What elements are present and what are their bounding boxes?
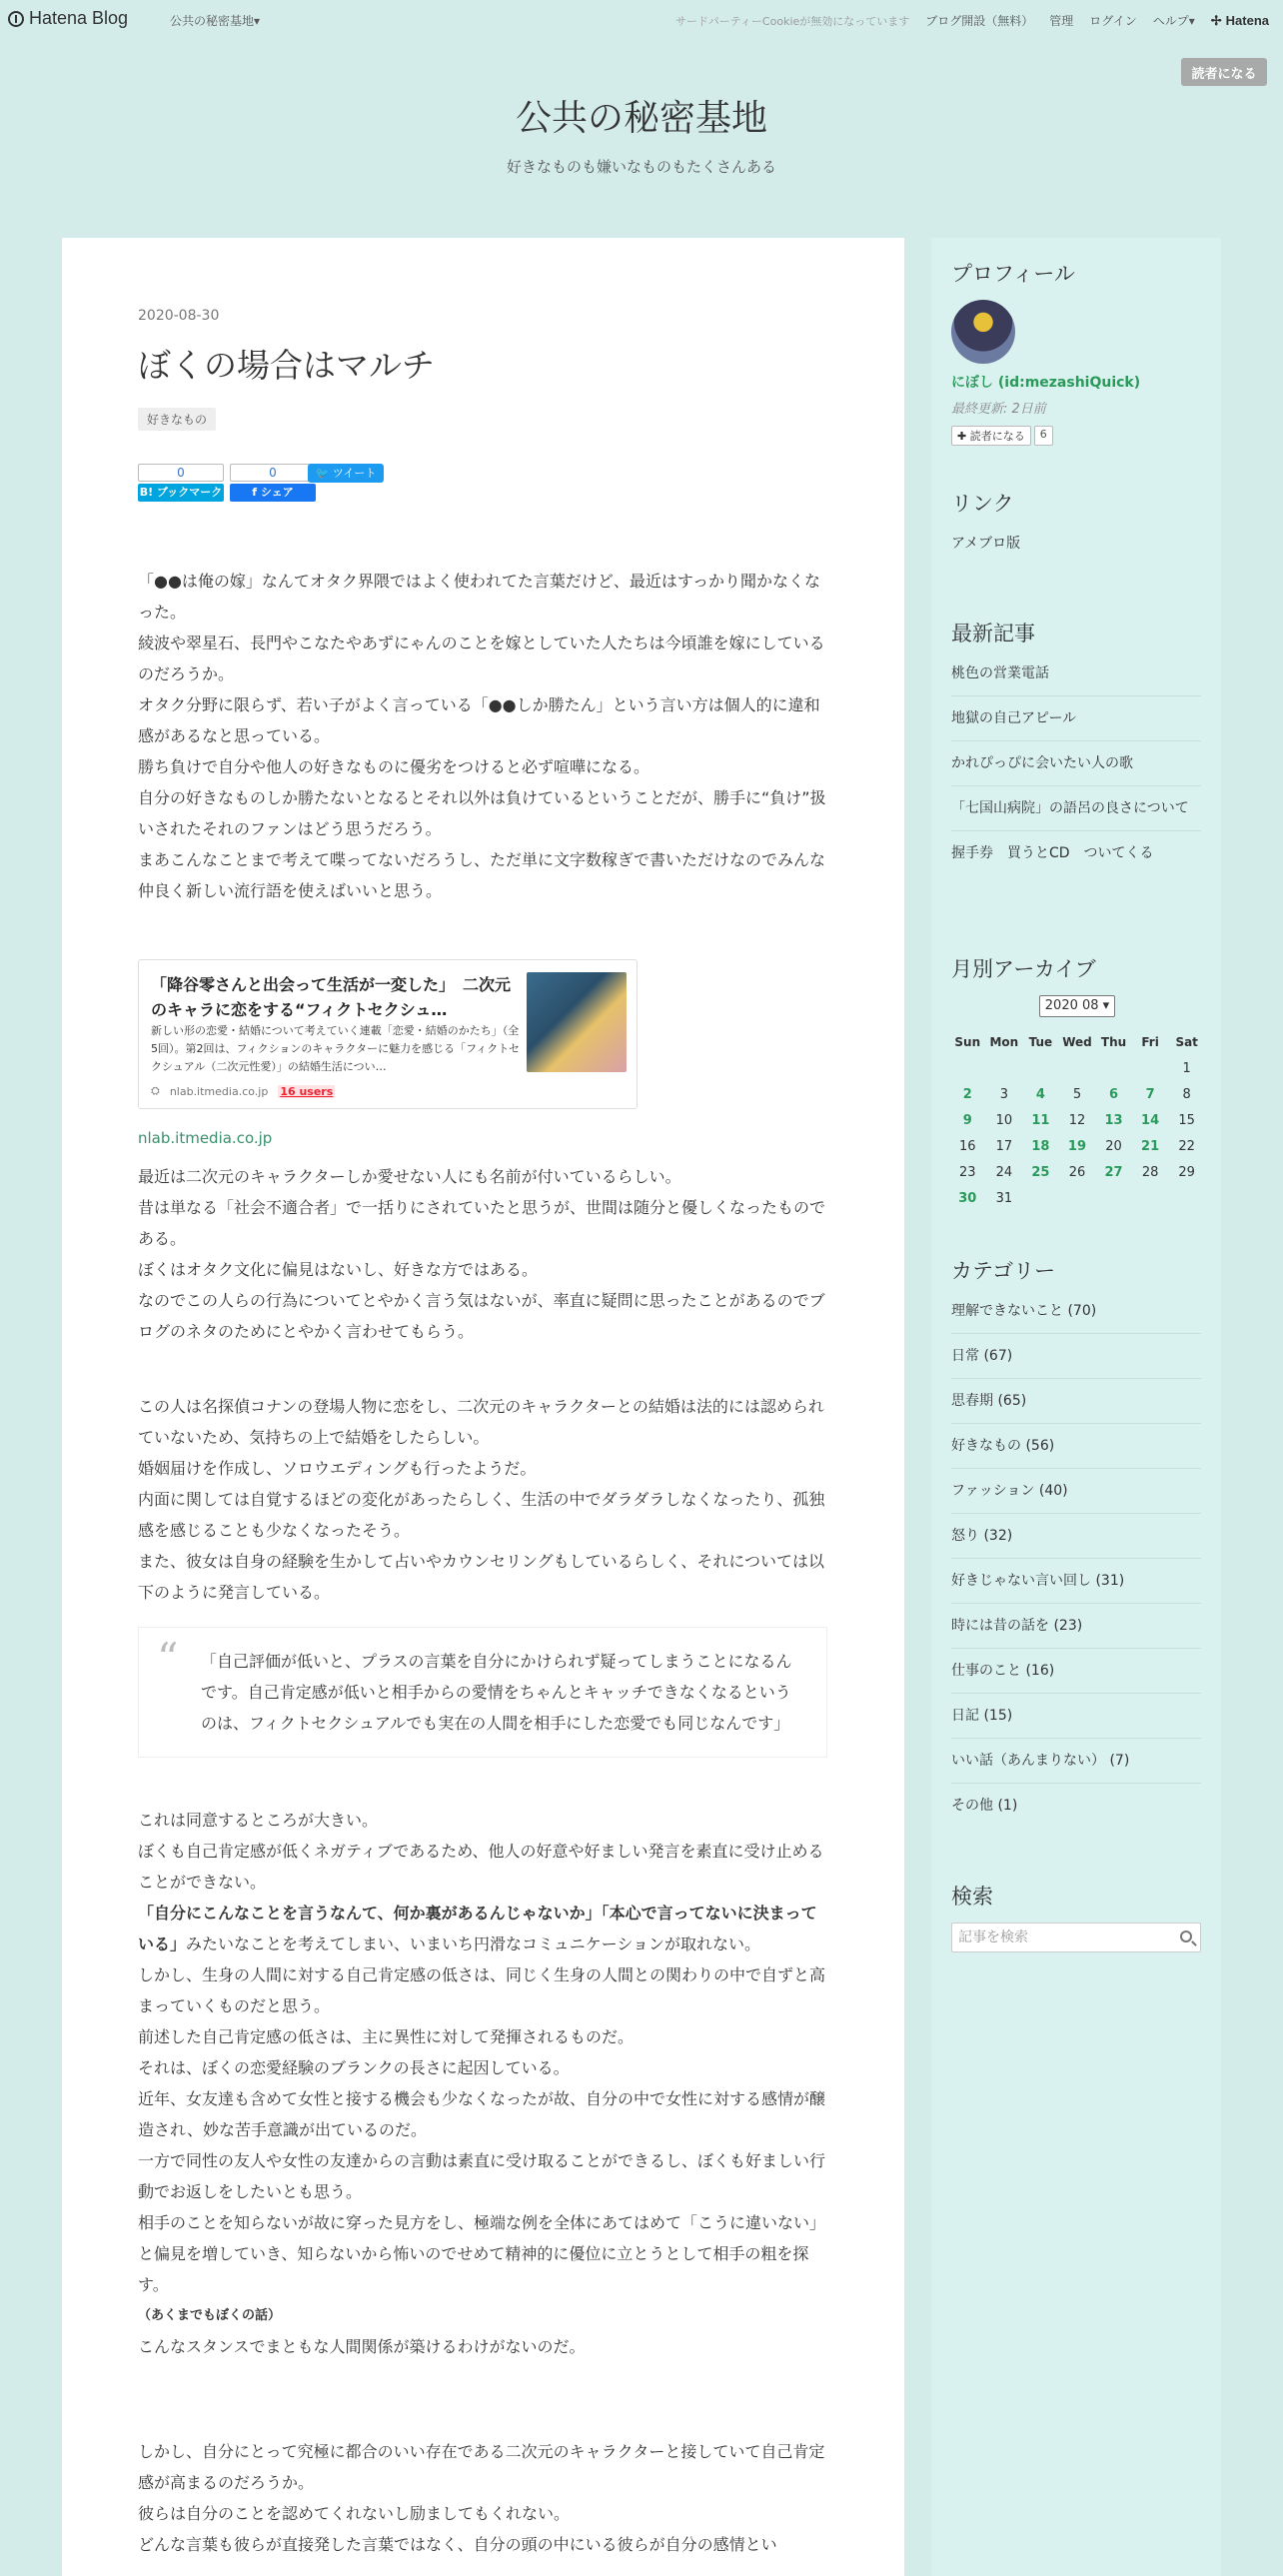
subscriber-count: 6: [1034, 426, 1053, 446]
calendar-day: [1059, 1185, 1096, 1211]
calendar-day: 26: [1068, 1164, 1086, 1180]
paragraph-2: [138, 1161, 827, 1347]
cookie-notice: サードパーティーCookieが無効になっています: [675, 14, 910, 28]
share-label: f シェア: [230, 484, 316, 502]
calendar-day[interactable]: 4: [1035, 1086, 1045, 1102]
calendar-day: [1132, 1185, 1169, 1211]
calendar-weekday: Wed: [1062, 1035, 1092, 1049]
calendar-day[interactable]: 11: [1031, 1112, 1050, 1128]
calendar-day: [1059, 1055, 1096, 1081]
text-span: みたいなことを考えてしまい、いまいち円滑なコミュニケーションが取れない。: [186, 1934, 761, 1953]
calendar-day: 22: [1178, 1138, 1195, 1154]
calendar-day[interactable]: 25: [1031, 1164, 1050, 1180]
recent-item[interactable]: 桃色の営業電話: [951, 665, 1049, 681]
hatena-blog-logo[interactable]: [8, 8, 128, 29]
calendar-weekday: Mon: [989, 1035, 1019, 1049]
category-item[interactable]: 仕事のこと (16): [951, 1648, 1201, 1693]
text-line: 内面に関しては自覚するほどの変化があったらしく、生活の中でダラダラしなくなったり、孤独感を感じることも少なくなったそう。: [138, 1490, 825, 1540]
hatena-text: Hatena: [1225, 13, 1269, 28]
search-input[interactable]: [951, 1923, 1201, 1952]
hatena-star-icon: ✢: [1210, 12, 1222, 28]
share-count: 0: [230, 464, 316, 482]
links-heading: リンク: [951, 492, 1014, 516]
card-thumbnail: [527, 972, 627, 1072]
bookmark-users-badge[interactable]: 16 users: [280, 1084, 334, 1098]
calendar-day[interactable]: 13: [1104, 1112, 1123, 1128]
links-list: [951, 522, 1201, 566]
text-line: これは同意するところが大きい。: [138, 1811, 379, 1830]
text-line: 彼らは自分のことを認めてくれないし励ましてもくれない。: [138, 2504, 571, 2523]
card-title: 「降谷零さんと出会って生活が一変した」 二次元のキャラに恋をする“フィクトセクシュ…: [151, 975, 512, 1019]
calendar-day: [1132, 1055, 1169, 1081]
text-line: ぼくはオタク文化に偏見はないし、好きな方ではある。: [138, 1260, 539, 1279]
calendar-day: 5: [1072, 1086, 1082, 1102]
paragraph-4: [138, 1805, 827, 2362]
calendar-day: [1095, 1055, 1132, 1081]
small-note: （あくまでもぼくの話）: [138, 2308, 282, 2323]
category-heading: カテゴリー: [951, 1259, 1056, 1283]
calendar-day: 17: [995, 1138, 1013, 1154]
calendar-day[interactable]: 19: [1067, 1138, 1087, 1154]
calendar-day: 20: [1105, 1138, 1122, 1154]
bookmark-count: 0: [138, 464, 224, 482]
admin-link[interactable]: 管理: [1049, 14, 1074, 28]
quote-mark-icon: “: [157, 1634, 179, 1683]
entry-article: [62, 238, 904, 2576]
text-line: 最近は二次元のキャラクターしか愛せない人にも名前が付いているらしい。: [138, 1167, 681, 1186]
text-line: それは、ぼくの恋愛経験のブランクの長さに起因している。: [138, 2058, 570, 2077]
blog-name-menu[interactable]: 公共の秘密基地▾: [170, 14, 261, 28]
last-update: 最終更新: 2日前: [951, 402, 1046, 417]
hatena-link[interactable]: [1211, 13, 1269, 29]
calendar-day: 1: [1182, 1060, 1191, 1076]
text-line: 自分の好きなものしか勝たないとなるとそれ以外は負けているということだが、勝手に“負け”扱いされたそれのファンはどう思うだろう。: [138, 788, 826, 838]
calendar-weekday: Thu: [1100, 1035, 1127, 1049]
text-line: 婚姻届けを作成し、ソロウエディングも行ったようだ。: [138, 1459, 537, 1478]
text-line: しかし、生身の人間に対する自己肯定感の低さは、同じく生身の人間との関わりの中で自ずと高まっていくものだと思う。: [138, 1965, 826, 2015]
calendar-day[interactable]: 18: [1031, 1138, 1050, 1154]
calendar-day: [1022, 1055, 1059, 1081]
site-favicon-icon: ⛭: [151, 1084, 160, 1097]
recent-heading: 最新記事: [951, 622, 1035, 645]
text-line: 近年、女友達も含めて女性と接する機会も少なくなったが故、自分の中で女性に対する感情が醸造され、妙な苦手意識が出ているのだ。: [138, 2089, 826, 2139]
calendar-day[interactable]: 21: [1141, 1138, 1160, 1154]
text-line: まあこんなことまで考えて喋ってないだろうし、ただ単に文字数稼ぎで書いただけなのでみんな仲良く新しい流行語を使えばいいと思う。: [138, 850, 826, 900]
sidebar-subscribe: [951, 426, 1053, 446]
category-item[interactable]: 思春期 (65): [951, 1378, 1201, 1423]
card-description: 新しい形の恋愛・結婚について考えていく連載「恋愛・結婚のかたち」（全5回）。第2回は、フィクションのキャラクターに魅力を感じる「フィクトセクシュアル（二次元性愛）」の結婚生活につい…: [151, 1024, 520, 1073]
search-icon[interactable]: [1180, 1931, 1192, 1942]
category-item[interactable]: その他 (1): [951, 1783, 1201, 1828]
tweet-button[interactable]: [308, 464, 384, 483]
recent-item[interactable]: 握手券 買うとCD ついてくる: [951, 830, 1201, 875]
text-line: 「●●は俺の嫁」なんてオタク界隈ではよく使われてた言葉だけど、最近はすっかり聞かなくなった。: [138, 572, 820, 622]
calendar-day: 3: [999, 1086, 1008, 1102]
category-item[interactable]: 好きじゃない言い回し (31): [951, 1558, 1201, 1603]
recent-item[interactable]: 「七国山病院」の語呂の良さについて: [951, 785, 1201, 830]
entry-category-tag[interactable]: 好きなもの: [138, 408, 216, 431]
embedded-link-card[interactable]: [138, 959, 638, 1109]
calendar-day: 31: [995, 1190, 1013, 1206]
blog-title[interactable]: 公共の秘密基地: [515, 98, 767, 139]
calendar-day: 29: [1178, 1164, 1195, 1180]
calendar-day[interactable]: 7: [1145, 1086, 1155, 1102]
facebook-share-button[interactable]: [230, 464, 316, 504]
paragraph-3: [138, 1391, 827, 1608]
calendar-day: 24: [995, 1164, 1013, 1180]
text-line: なのでこの人らの行為についてとやかく言う気はないが、率直に疑問に思ったことがあるのでブログのネタのためにとやかく言わせてもらう。: [138, 1291, 825, 1341]
paragraph-intro: [138, 566, 827, 906]
calendar-weekday: Sat: [1175, 1035, 1198, 1049]
search-placeholder: 記事を検索: [958, 1930, 1028, 1945]
calendar-weekday: Sun: [954, 1035, 981, 1049]
calendar-day: 16: [959, 1138, 976, 1154]
entry-date[interactable]: 2020-08-30: [138, 308, 220, 324]
recent-item[interactable]: 地獄の自己アピール: [951, 695, 1201, 740]
archive-heading: 月別アーカイブ: [951, 957, 1096, 981]
text-line: また、彼女は自身の経験を生かして占いやカウンセリングもしているらしく、それについては以下のように発言している。: [138, 1552, 825, 1602]
entry-title[interactable]: ぼくの場合はマルチ: [138, 346, 435, 385]
calendar-day: 8: [1182, 1086, 1191, 1102]
calendar-weekday: Tue: [1028, 1035, 1053, 1049]
text-line: こんなスタンスでまともな人間関係が築けるわけがないのだ。: [138, 2337, 586, 2356]
category-item[interactable]: 怒り (32): [951, 1513, 1201, 1558]
text-line: 相手のことを知らないが故に穿った見方をし、極端な例を全体にあてはめて「こうに違いない」と偏見を増していき、知らないから怖いのでせめて精神的に優位に立とうとして相手の粗を探す。: [138, 2213, 826, 2294]
quote-text: 「自己評価が低いと、プラスの言葉を自分にかけられず疑ってしまうことになるんです。自己肯定感が低いと相手からの愛情をちゃんとキャッチできなくなるというのは、フィクトセクシュアルでも実在の人間を相手にした恋愛でも同じなんです」: [201, 1652, 792, 1733]
calendar-day: [986, 1055, 1023, 1081]
hatena-bookmark-button[interactable]: [138, 464, 224, 504]
text-line: 一方で同性の友人や女性の友達からの言動は素直に受け取ることができるし、ぼくも好ましい行動でお返しをしたいとも思う。: [138, 2151, 826, 2201]
text-line: この人は名探偵コナンの登場人物に恋をし、二次元のキャラクターとの結婚は法的には認められていないため、気持ちの上で結婚をしたらしい。: [138, 1397, 824, 1447]
archive-month-select[interactable]: 2020 08 ▾: [1039, 995, 1115, 1017]
profile-heading: プロフィール: [951, 262, 1075, 286]
calendar-day: 10: [995, 1112, 1013, 1128]
text-line: 綾波や翠星石、長門やこなたやあずにゃんのことを嫁としていた人たちは今頃誰を嫁にしているのだろうか。: [138, 634, 825, 683]
calendar-day: 23: [959, 1164, 976, 1180]
category-item[interactable]: 日常 (67): [951, 1333, 1201, 1378]
user-name-link[interactable]: にぼし (id:mezashiQuick): [951, 375, 1141, 391]
text-line: しかし、自分にとって究極に都合のいい存在である二次元のキャラクターと接していて自己肯定感が高まるのだろうか。: [138, 2442, 825, 2492]
category-list: [951, 1289, 1201, 1828]
category-item[interactable]: 理解できないこと (70): [951, 1303, 1097, 1319]
text-line: ぼくも自己肯定感が低くネガティブであるため、他人の好意や好ましい発言を素直に受け止めることができない。: [138, 1842, 824, 1892]
category-item[interactable]: 好きなもの (56): [951, 1423, 1201, 1468]
calendar-day[interactable]: 2: [962, 1086, 972, 1102]
open-blog-link[interactable]: ブログ開設（無料）: [925, 14, 1034, 28]
avatar[interactable]: [951, 300, 1015, 364]
bookmark-label: B! ブックマーク: [138, 484, 224, 502]
tweet-label: ツイート: [332, 467, 377, 480]
category-item[interactable]: ファッション (40): [951, 1468, 1201, 1513]
sidebar-subscribe-button[interactable]: ✚ 読者になる: [951, 426, 1031, 446]
text-line: 前述した自己肯定感の低さは、主に異性に対して発揮されるものだ。: [138, 2027, 635, 2046]
calendar-day[interactable]: 14: [1141, 1112, 1160, 1128]
calendar-day: 28: [1141, 1164, 1159, 1180]
text-line: 勝ち負けで自分や他人の好きなものに優劣をつけると必ず喧嘩になる。: [138, 757, 650, 776]
text-line: どんな言葉も彼らが直接発した言葉ではなく、自分の頭の中にいる彼らが自分の感情とい: [138, 2535, 777, 2554]
card-source-link[interactable]: nlab.itmedia.co.jp: [138, 1129, 273, 1147]
paragraph-5: [138, 2436, 827, 2560]
text-line: オタク分野に限らず、若い子がよく言っている「●●しか勝たん」という言い方は個人的に違和感があるなと思っている。: [138, 695, 820, 745]
blog-description: 好きなものも嫌いなものもたくさんある: [506, 158, 776, 176]
top-bar: [0, 0, 1283, 38]
twitter-bird-icon: 🐦: [315, 467, 330, 480]
card-site: nlab.itmedia.co.jp: [169, 1084, 269, 1098]
login-link[interactable]: ログイン: [1089, 14, 1137, 28]
hatena-logo-icon: [8, 11, 24, 27]
recent-item[interactable]: かれぴっぴに会いたい人の歌: [951, 740, 1201, 785]
calendar-weekday: Fri: [1141, 1035, 1159, 1049]
subscribe-button[interactable]: 読者になる: [1181, 58, 1267, 86]
calendar-day: [949, 1055, 986, 1081]
calendar-day[interactable]: 30: [958, 1190, 977, 1206]
category-item[interactable]: 日記 (15): [951, 1693, 1201, 1738]
archive-calendar: [949, 1029, 1205, 1211]
category-item[interactable]: 時には昔の話を (23): [951, 1603, 1201, 1648]
calendar-day: [1095, 1185, 1132, 1211]
search-heading: 検索: [951, 1885, 993, 1909]
calendar-day: 12: [1068, 1112, 1086, 1128]
text-line: 昔は単なる「社会不適合者」で一括りにされていたと思うが、世間は随分と優しくなったものである。: [138, 1198, 826, 1248]
calendar-day[interactable]: 6: [1109, 1086, 1119, 1102]
calendar-day: 15: [1178, 1112, 1195, 1128]
calendar-day: [1168, 1185, 1205, 1211]
calendar-day[interactable]: 9: [962, 1112, 972, 1128]
brand-text: Hatena Blog: [29, 8, 129, 28]
text-line: [138, 1898, 827, 1959]
sidebar: [931, 238, 1221, 2576]
link-item[interactable]: アメブロ版: [951, 536, 1021, 552]
category-item[interactable]: いい話（あんまりない） (7): [951, 1738, 1201, 1783]
help-menu[interactable]: ヘルプ▾: [1152, 14, 1195, 28]
calendar-day[interactable]: 27: [1104, 1164, 1123, 1180]
recent-list: [951, 651, 1201, 875]
calendar-day: [1022, 1185, 1059, 1211]
bold-text: 「自分にこんなことを言うなんて、何か裏があるんじゃないか」「本心で言ってないに決まっている」: [138, 1904, 817, 1953]
blockquote: [138, 1627, 827, 1758]
